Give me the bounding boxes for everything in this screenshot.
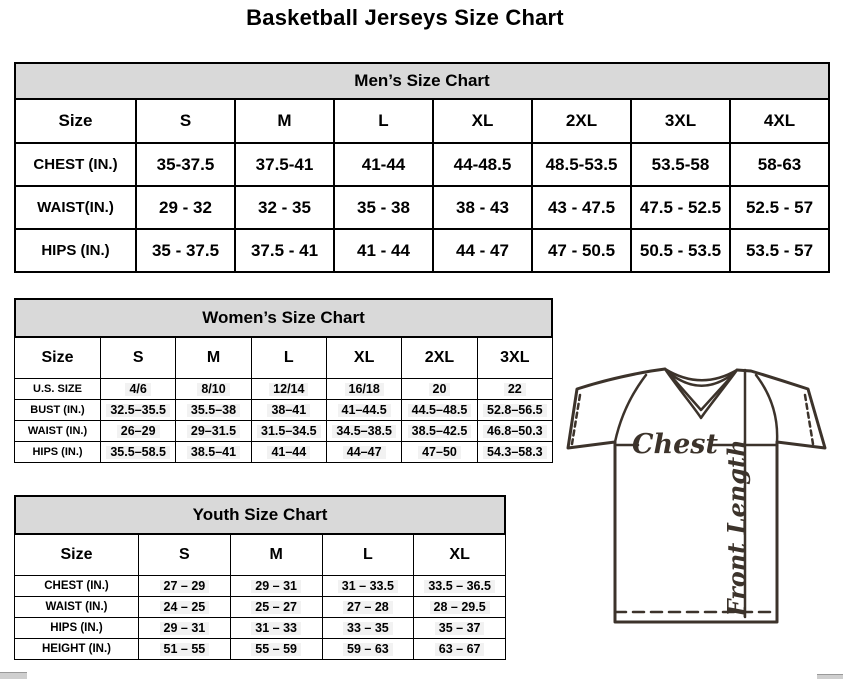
size-value: 28 – 29.5 — [430, 601, 490, 615]
size-value: 24 – 25 — [160, 601, 210, 615]
table-row — [15, 400, 553, 421]
front-length-label: Front Length — [722, 439, 751, 617]
womens-size-chart — [14, 298, 553, 463]
size-value: 29 – 31 — [251, 580, 301, 594]
size-value: 44-48.5 — [453, 154, 512, 174]
column-header: 2XL — [402, 337, 477, 379]
size-value-cell — [322, 639, 414, 660]
size-value-cell — [230, 618, 322, 639]
size-value: 25 – 27 — [251, 601, 301, 615]
size-value: 50.5 - 53.5 — [639, 240, 722, 260]
size-value-cell — [230, 639, 322, 660]
size-value-cell — [414, 597, 506, 618]
row-label: HIPS (IN.) — [15, 442, 101, 463]
size-value-cell — [235, 229, 334, 272]
size-value: 51 – 55 — [160, 643, 210, 657]
row-label: CHEST (IN.) — [15, 143, 136, 186]
mens-size-chart — [14, 62, 830, 273]
size-value-cell — [631, 186, 730, 229]
size-value-cell — [251, 400, 326, 421]
size-value-cell — [730, 229, 829, 272]
size-value: 22 — [504, 383, 526, 397]
row-label: WAIST (IN.) — [15, 421, 101, 442]
cutoff-fragment-left — [0, 672, 27, 679]
size-value: 38–41 — [267, 404, 310, 418]
size-value: 53.5 - 57 — [745, 240, 814, 260]
size-value-cell — [235, 186, 334, 229]
size-value: 8/10 — [197, 383, 229, 397]
column-header: 3XL — [477, 337, 552, 379]
jersey-measurement-diagram — [556, 358, 834, 628]
size-value-cell — [477, 442, 552, 463]
size-value-cell — [402, 400, 477, 421]
table-row — [15, 442, 553, 463]
column-header: 4XL — [730, 99, 829, 143]
size-value: 53.5-58 — [651, 154, 710, 174]
size-value-cell — [631, 143, 730, 186]
size-value: 44 - 47 — [456, 240, 509, 260]
size-value-cell — [402, 421, 477, 442]
size-value-cell — [251, 379, 326, 400]
size-value: 32 - 35 — [258, 197, 311, 217]
size-value: 12/14 — [269, 383, 308, 397]
column-header: L — [322, 534, 414, 576]
row-label: HIPS (IN.) — [15, 229, 136, 272]
mens-chart-title: Men’s Size Chart — [14, 62, 830, 100]
size-value: 4/6 — [125, 383, 150, 397]
column-header: Size — [15, 534, 139, 576]
size-value-cell — [326, 421, 401, 442]
column-header: 2XL — [532, 99, 631, 143]
size-value-cell — [101, 400, 176, 421]
size-value-cell — [139, 576, 231, 597]
column-header: XL — [433, 99, 532, 143]
size-value-cell — [433, 186, 532, 229]
size-value: 58-63 — [757, 154, 802, 174]
size-value-cell — [477, 379, 552, 400]
header-row — [15, 99, 829, 143]
size-value: 16/18 — [345, 383, 384, 397]
size-value-cell — [414, 618, 506, 639]
size-value: 35 - 38 — [357, 197, 410, 217]
size-value-cell — [730, 186, 829, 229]
column-header: S — [139, 534, 231, 576]
size-value: 41-44 — [361, 154, 406, 174]
size-value: 35 – 37 — [435, 622, 485, 636]
youth-size-table — [14, 533, 506, 660]
size-value-cell — [139, 597, 231, 618]
youth-size-chart — [14, 495, 506, 660]
size-value-cell — [176, 400, 251, 421]
size-value-cell — [402, 379, 477, 400]
size-value-cell — [326, 379, 401, 400]
column-header: XL — [326, 337, 401, 379]
row-label: U.S. SIZE — [15, 379, 101, 400]
row-label: CHEST (IN.) — [15, 576, 139, 597]
size-value: 31 – 33.5 — [338, 580, 398, 594]
size-value-cell — [176, 379, 251, 400]
size-value-cell — [433, 143, 532, 186]
size-value-cell — [532, 143, 631, 186]
row-label: WAIST (IN.) — [15, 597, 139, 618]
size-value-cell — [414, 639, 506, 660]
size-value-cell — [251, 442, 326, 463]
size-value: 33 – 35 — [343, 622, 393, 636]
size-value: 46.8–50.3 — [483, 425, 547, 439]
size-value: 47–50 — [418, 446, 461, 460]
size-value-cell — [101, 442, 176, 463]
mens-size-table — [14, 98, 830, 273]
column-header: M — [176, 337, 251, 379]
row-label: WAIST(IN.) — [15, 186, 136, 229]
size-value: 26–29 — [117, 425, 160, 439]
size-value: 38.5–41 — [187, 446, 240, 460]
size-value-cell — [136, 229, 235, 272]
size-value: 43 - 47.5 — [547, 197, 616, 217]
size-value-cell — [136, 143, 235, 186]
table-row — [15, 421, 553, 442]
size-value: 27 – 29 — [160, 580, 210, 594]
womens-chart-title: Women’s Size Chart — [14, 298, 553, 338]
size-value-cell — [322, 576, 414, 597]
size-value: 55 – 59 — [251, 643, 301, 657]
size-value-cell — [414, 576, 506, 597]
column-header: M — [230, 534, 322, 576]
size-value-cell — [334, 229, 433, 272]
size-value-cell — [402, 442, 477, 463]
size-value-cell — [322, 597, 414, 618]
row-label: BUST (IN.) — [15, 400, 101, 421]
size-value: 47 - 50.5 — [547, 240, 616, 260]
size-value-cell — [176, 442, 251, 463]
size-value-cell — [631, 229, 730, 272]
table-row — [15, 639, 506, 660]
size-value: 52.5 - 57 — [745, 197, 814, 217]
size-value: 35 - 37.5 — [151, 240, 220, 260]
size-value: 41–44 — [267, 446, 310, 460]
size-value-cell — [101, 421, 176, 442]
size-value-cell — [433, 229, 532, 272]
size-value-cell — [251, 421, 326, 442]
size-value: 34.5–38.5 — [332, 425, 396, 439]
size-value-cell — [326, 442, 401, 463]
youth-chart-title: Youth Size Chart — [14, 495, 506, 535]
column-header: L — [251, 337, 326, 379]
table-row — [15, 186, 829, 229]
page-title: Basketball Jerseys Size Chart — [246, 5, 564, 30]
size-value-cell — [101, 379, 176, 400]
size-value: 35-37.5 — [156, 154, 215, 174]
column-header: Size — [15, 99, 136, 143]
size-value-cell — [532, 229, 631, 272]
table-row — [15, 576, 506, 597]
column-header: M — [235, 99, 334, 143]
jersey-outline-icon — [568, 369, 825, 622]
column-header: S — [136, 99, 235, 143]
size-value: 44–47 — [343, 446, 386, 460]
size-value: 44.5–48.5 — [408, 404, 472, 418]
size-value-cell — [334, 143, 433, 186]
table-row — [15, 618, 506, 639]
table-row — [15, 379, 553, 400]
header-row — [15, 337, 553, 379]
table-row — [15, 143, 829, 186]
size-value: 63 – 67 — [435, 643, 485, 657]
size-value: 29–31.5 — [187, 425, 240, 439]
size-value: 35.5–58.5 — [106, 446, 170, 460]
size-value-cell — [139, 639, 231, 660]
size-value-cell — [176, 421, 251, 442]
size-value: 27 – 28 — [343, 601, 393, 615]
size-value-cell — [139, 618, 231, 639]
size-value-cell — [334, 186, 433, 229]
table-row — [15, 597, 506, 618]
size-value-cell — [230, 576, 322, 597]
size-value: 38 - 43 — [456, 197, 509, 217]
size-value: 47.5 - 52.5 — [639, 197, 722, 217]
size-value-cell — [136, 186, 235, 229]
size-value: 20 — [429, 383, 451, 397]
size-value-cell — [230, 597, 322, 618]
size-value-cell — [532, 186, 631, 229]
size-value: 54.3–58.3 — [483, 446, 547, 460]
table-row — [15, 229, 829, 272]
size-value-cell — [477, 421, 552, 442]
size-value: 31 – 33 — [251, 622, 301, 636]
row-label: HEIGHT (IN.) — [15, 639, 139, 660]
size-value-cell — [326, 400, 401, 421]
size-value: 29 - 32 — [159, 197, 212, 217]
cutoff-fragment-right — [817, 674, 843, 679]
column-header: XL — [414, 534, 506, 576]
size-value: 32.5–35.5 — [106, 404, 170, 418]
column-header: S — [101, 337, 176, 379]
size-value-cell — [322, 618, 414, 639]
size-value-cell — [235, 143, 334, 186]
size-value: 52.8–56.5 — [483, 404, 547, 418]
size-value: 37.5 - 41 — [250, 240, 319, 260]
size-value: 29 – 31 — [160, 622, 210, 636]
size-value: 37.5-41 — [255, 154, 314, 174]
size-value: 38.5–42.5 — [408, 425, 472, 439]
header-row — [15, 534, 506, 576]
chest-label: Chest — [632, 429, 718, 460]
size-value-cell — [477, 400, 552, 421]
size-value: 35.5–38 — [187, 404, 240, 418]
size-value-cell — [730, 143, 829, 186]
column-header: L — [334, 99, 433, 143]
column-header: 3XL — [631, 99, 730, 143]
column-header: Size — [15, 337, 101, 379]
size-value: 33.5 – 36.5 — [424, 580, 495, 594]
womens-size-table — [14, 336, 553, 463]
size-value: 41 - 44 — [357, 240, 410, 260]
size-value: 59 – 63 — [343, 643, 393, 657]
size-value: 31.5–34.5 — [257, 425, 321, 439]
size-value: 48.5-53.5 — [545, 154, 618, 174]
row-label: HIPS (IN.) — [15, 618, 139, 639]
size-value: 41–44.5 — [338, 404, 391, 418]
